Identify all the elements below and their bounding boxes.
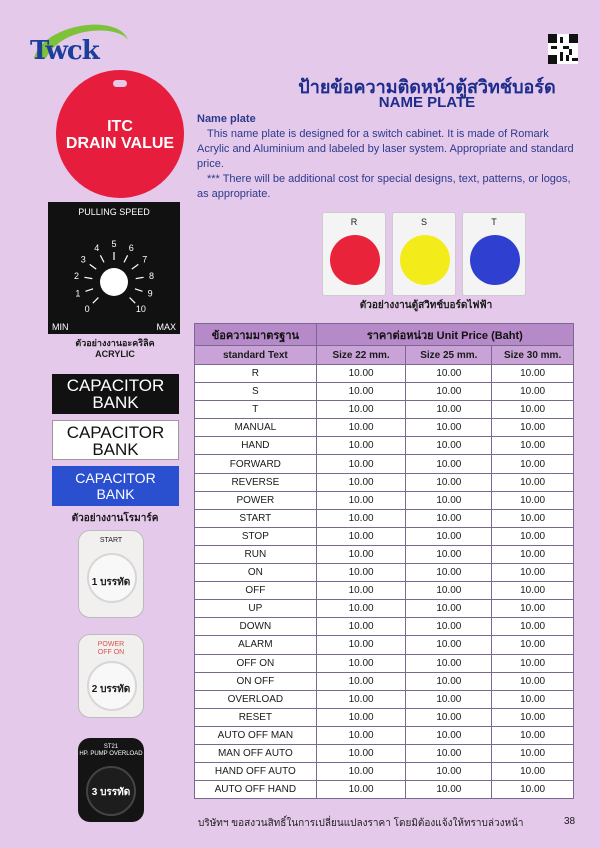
table-row [195, 690, 574, 708]
acrylic-caption-thai: ตัวอย่างงานอะคริลิค [75, 338, 155, 348]
row-price-22mm: 10.00 [316, 763, 406, 781]
plate-line-2: BANK [92, 393, 139, 412]
dial-number: 0 [84, 303, 90, 314]
row-text: RESET [195, 708, 317, 726]
plate-line-2: BANK [92, 440, 139, 459]
row-price-30mm: 10.00 [492, 545, 574, 563]
tag-line-1: ITC [107, 118, 133, 135]
row-price-25mm: 10.00 [406, 708, 492, 726]
button-plate-top-line-1: ST21 [103, 744, 119, 750]
dial-tick [130, 298, 136, 304]
table-row [195, 527, 574, 545]
button-plate-line-count: 2 บรรทัด [91, 684, 131, 695]
row-text: OFF ON [195, 654, 317, 672]
table-row [195, 600, 574, 618]
tag-hole [113, 80, 127, 87]
row-price-30mm: 10.00 [492, 726, 574, 744]
row-price-25mm: 10.00 [406, 383, 492, 401]
tag-line-2: DRAIN VALUE [65, 135, 175, 152]
row-price-22mm: 10.00 [316, 383, 406, 401]
row-price-25mm: 10.00 [406, 636, 492, 654]
row-price-25mm: 10.00 [406, 690, 492, 708]
row-price-25mm: 10.00 [406, 401, 492, 419]
row-text: AUTO OFF MAN [195, 726, 317, 744]
table-row [195, 437, 574, 455]
table-row [195, 365, 574, 383]
dial-tick [90, 264, 97, 269]
table-row [195, 491, 574, 509]
row-price-30mm: 10.00 [492, 582, 574, 600]
table-row [195, 473, 574, 491]
swatch-label: S [420, 217, 427, 227]
row-price-25mm: 10.00 [406, 509, 492, 527]
table-row [195, 545, 574, 563]
row-price-30mm: 10.00 [492, 600, 574, 618]
price-table-body [195, 365, 574, 799]
row-price-30mm: 10.00 [492, 636, 574, 654]
row-price-30mm: 10.00 [492, 618, 574, 636]
acrylic-caption [40, 338, 190, 360]
description-paragraph-2: *** There will be additional cost for special designs, text, patterns, or logos, as appropriate. [197, 173, 571, 200]
dial-tick [100, 255, 104, 262]
dial-tick [86, 289, 94, 292]
button-plate-top-text [79, 641, 143, 657]
swatch-s [392, 212, 456, 296]
row-price-22mm: 10.00 [316, 781, 406, 799]
dial-number: 5 [111, 239, 117, 249]
dial-tick [136, 277, 144, 278]
row-text: ON OFF [195, 672, 317, 690]
swatch-dot [470, 235, 520, 285]
swatch-dot [400, 235, 450, 285]
row-text: AUTO OFF HAND [195, 781, 317, 799]
phase-color-swatches [322, 212, 528, 296]
description-paragraph-1: This name plate is designed for a switch cabinet. It is made of Romark Acrylic and Aluminium and labeled by laser system. Appropriate and standard price. [197, 128, 574, 170]
button-plate-top-line-2: OFF ON [97, 649, 125, 656]
row-price-22mm: 10.00 [316, 473, 406, 491]
plate-line-1: CAPACITOR [75, 470, 156, 486]
row-text: START [195, 509, 317, 527]
row-price-25mm: 10.00 [406, 365, 492, 383]
row-price-30mm: 10.00 [492, 527, 574, 545]
row-price-30mm: 10.00 [492, 708, 574, 726]
row-text: S [195, 383, 317, 401]
header-standard-text-thai: ข้อความมาตรฐาน [195, 324, 317, 346]
dial-number: 2 [73, 271, 80, 282]
button-plate-3-line [78, 738, 144, 822]
dial-number: 10 [135, 303, 146, 314]
dial-number: 4 [94, 243, 100, 254]
row-price-30mm: 10.00 [492, 491, 574, 509]
button-plate-line-count: 3 บรรทัด [91, 787, 131, 798]
swatch-r [322, 212, 386, 296]
dial-title: PULLING SPEED [78, 207, 150, 217]
acrylic-caption-en: ACRYLIC [95, 349, 135, 359]
row-price-25mm: 10.00 [406, 419, 492, 437]
dial-tick [84, 277, 92, 278]
row-price-25mm: 10.00 [406, 527, 492, 545]
row-price-30mm: 10.00 [492, 763, 574, 781]
row-price-22mm: 10.00 [316, 600, 406, 618]
row-price-25mm: 10.00 [406, 726, 492, 744]
row-price-30mm: 10.00 [492, 672, 574, 690]
button-plate-top-text [78, 744, 144, 758]
row-price-30mm: 10.00 [492, 401, 574, 419]
dial-number: 1 [75, 288, 81, 299]
row-price-25mm: 10.00 [406, 545, 492, 563]
row-price-25mm: 10.00 [406, 763, 492, 781]
capacitor-bank-plate-white [52, 420, 179, 460]
dial-tick [93, 298, 99, 304]
description-heading: Name plate [197, 113, 256, 125]
row-price-30mm: 10.00 [492, 509, 574, 527]
capacitor-bank-plate-blue [52, 466, 179, 506]
row-price-30mm: 10.00 [492, 455, 574, 473]
button-plate-top-line-1: POWER [97, 641, 125, 648]
row-text: T [195, 401, 317, 419]
row-price-22mm: 10.00 [316, 365, 406, 383]
row-price-22mm: 10.00 [316, 401, 406, 419]
dial-number: 7 [142, 254, 148, 265]
column-header-30mm: Size 30 mm. [492, 346, 574, 365]
row-price-25mm: 10.00 [406, 744, 492, 762]
button-plate-1-line [78, 530, 144, 618]
row-price-22mm: 10.00 [316, 654, 406, 672]
swatch-label: R [350, 217, 358, 227]
page-title: NAME PLATE [378, 94, 476, 111]
button-plate-top-line-2: HP. PUMP OVERLOAD [79, 751, 143, 757]
row-price-30mm: 10.00 [492, 564, 574, 582]
table-row [195, 419, 574, 437]
romark-caption: ตัวอย่างงานโรมาร์ค [71, 513, 159, 524]
dial-number: 6 [128, 243, 134, 254]
pulling-speed-dial-plate [48, 202, 180, 334]
table-row [195, 401, 574, 419]
row-price-30mm: 10.00 [492, 781, 574, 799]
row-text: RUN [195, 545, 317, 563]
table-row [195, 582, 574, 600]
row-price-22mm: 10.00 [316, 455, 406, 473]
table-row [195, 726, 574, 744]
plate-line-1: CAPACITOR [66, 423, 165, 442]
row-price-25mm: 10.00 [406, 491, 492, 509]
dial-tick [124, 255, 128, 262]
table-row [195, 781, 574, 799]
table-row [195, 383, 574, 401]
row-price-22mm: 10.00 [316, 509, 406, 527]
plate-line-1: CAPACITOR [66, 376, 165, 395]
price-table [194, 323, 574, 799]
row-price-30mm: 10.00 [492, 473, 574, 491]
row-price-30mm: 10.00 [492, 419, 574, 437]
table-row [195, 744, 574, 762]
button-plate-2-line [78, 634, 144, 718]
row-price-22mm: 10.00 [316, 690, 406, 708]
dial-knob-hole [100, 268, 128, 296]
column-header-22mm: Size 22 mm. [316, 346, 406, 365]
row-price-25mm: 10.00 [406, 654, 492, 672]
qr-code-icon [548, 34, 578, 64]
table-row [195, 455, 574, 473]
row-price-25mm: 10.00 [406, 781, 492, 799]
row-price-25mm: 10.00 [406, 600, 492, 618]
table-row [195, 564, 574, 582]
dial-max-label: MAX [156, 322, 176, 332]
row-text: POWER [195, 491, 317, 509]
table-row [195, 763, 574, 781]
plate-line-2: BANK [96, 486, 135, 502]
column-header-text: standard Text [195, 346, 317, 365]
row-price-25mm: 10.00 [406, 672, 492, 690]
table-row [195, 654, 574, 672]
row-text: HAND OFF AUTO [195, 763, 317, 781]
row-price-22mm: 10.00 [316, 437, 406, 455]
swatch-t [462, 212, 526, 296]
dial-min-label: MIN [52, 322, 69, 332]
row-text: HAND [195, 437, 317, 455]
row-price-25mm: 10.00 [406, 582, 492, 600]
header-unit-price-en: Unit Price (Baht) [436, 329, 523, 342]
row-price-22mm: 10.00 [316, 618, 406, 636]
row-text: R [195, 365, 317, 383]
switchboard-caption: ตัวอย่างงานตู้สวิทช์บอร์ดไฟฟ้า [359, 300, 493, 311]
row-price-22mm: 10.00 [316, 491, 406, 509]
table-row [195, 636, 574, 654]
row-text: STOP [195, 527, 317, 545]
row-price-25mm: 10.00 [406, 473, 492, 491]
row-price-22mm: 10.00 [316, 726, 406, 744]
row-text: ON [195, 564, 317, 582]
row-text: REVERSE [195, 473, 317, 491]
swatch-label: T [491, 217, 497, 227]
row-price-22mm: 10.00 [316, 708, 406, 726]
row-price-25mm: 10.00 [406, 618, 492, 636]
row-price-30mm: 10.00 [492, 365, 574, 383]
logo-text: Twck [30, 36, 99, 66]
drain-value-tag [56, 70, 184, 198]
header-unit-price-thai: ราคาต่อหน่วย [366, 329, 434, 342]
row-price-22mm: 10.00 [316, 744, 406, 762]
column-header-25mm: Size 25 mm. [406, 346, 492, 365]
row-price-30mm: 10.00 [492, 690, 574, 708]
button-plate-line-count: 1 บรรทัด [91, 577, 131, 588]
row-price-30mm: 10.00 [492, 437, 574, 455]
row-text: MAN OFF AUTO [195, 744, 317, 762]
row-price-30mm: 10.00 [492, 383, 574, 401]
row-price-22mm: 10.00 [316, 582, 406, 600]
dial-number: 9 [147, 288, 153, 299]
row-price-25mm: 10.00 [406, 455, 492, 473]
footer-note: บริษัทฯ ขอสงวนสิทธิ์ในการเปลี่ยนแปลงราคา โดยมิต้องแจ้งให้ทราบล่วงหน้า [198, 818, 524, 829]
dial-graphic [48, 202, 180, 334]
table-row [195, 509, 574, 527]
header-unit-price [316, 324, 573, 346]
row-text: MANUAL [195, 419, 317, 437]
dial-number: 3 [80, 254, 86, 265]
row-price-30mm: 10.00 [492, 654, 574, 672]
row-text: FORWARD [195, 455, 317, 473]
table-row [195, 618, 574, 636]
brand-logo [24, 18, 134, 78]
dial-tick [132, 264, 139, 269]
page-number: 38 [564, 816, 576, 827]
swatch-dot [330, 235, 380, 285]
row-price-22mm: 10.00 [316, 672, 406, 690]
row-text: OFF [195, 582, 317, 600]
row-text: OVERLOAD [195, 690, 317, 708]
row-text: UP [195, 600, 317, 618]
row-price-30mm: 10.00 [492, 744, 574, 762]
description [197, 112, 583, 202]
row-text: DOWN [195, 618, 317, 636]
dial-number: 8 [148, 271, 155, 282]
table-row [195, 672, 574, 690]
row-price-22mm: 10.00 [316, 545, 406, 563]
row-price-22mm: 10.00 [316, 564, 406, 582]
row-price-22mm: 10.00 [316, 419, 406, 437]
row-price-25mm: 10.00 [406, 564, 492, 582]
row-price-25mm: 10.00 [406, 437, 492, 455]
dial-tick [135, 289, 143, 292]
table-row [195, 708, 574, 726]
row-text: ALARM [195, 636, 317, 654]
row-price-22mm: 10.00 [316, 527, 406, 545]
button-plate-top-text: START [99, 537, 123, 544]
row-price-22mm: 10.00 [316, 636, 406, 654]
capacitor-bank-plate-black [52, 374, 179, 414]
page-title-thai: ป้ายข้อความติดหน้าตู้สวิทช์บอร์ด [298, 77, 556, 98]
